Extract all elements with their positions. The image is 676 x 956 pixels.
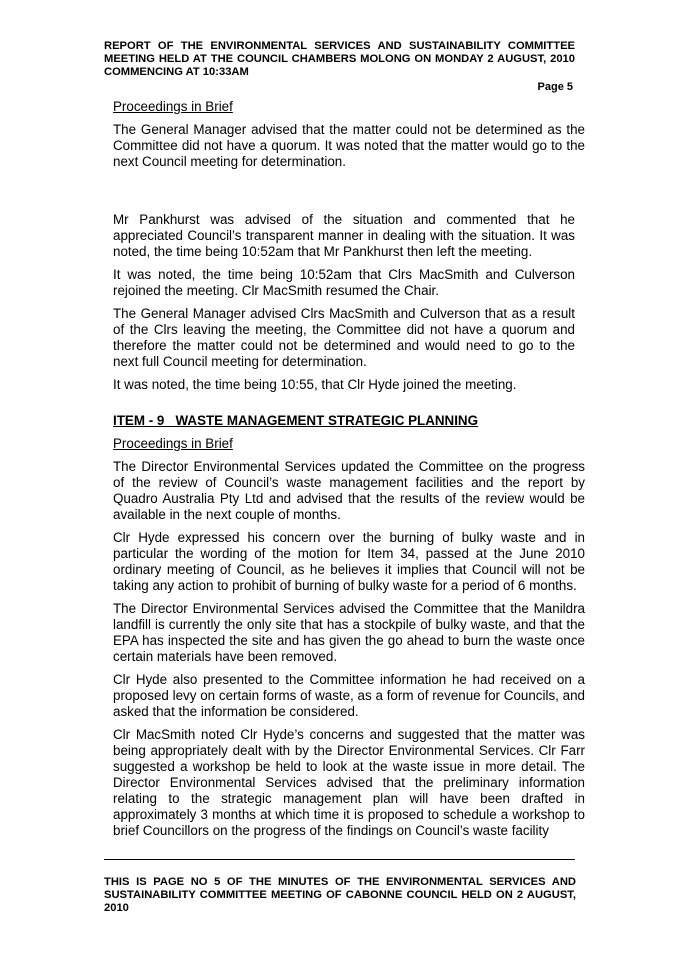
footer-divider xyxy=(104,859,575,860)
paragraph: The General Manager advised Clrs MacSmith and Culverson that as a result of the Clrs leaving the meeting, the Committee did not have a quorum and therefore the matter could not be determined and would need to go to the next full Council meeting for determination. xyxy=(113,306,575,369)
page-footer: THIS IS PAGE NO 5 OF THE MINUTES OF THE ENVIRONMENTAL SERVICES AND SUSTAINABILITY COMMITTEE MEETING OF CABONNE COUNCIL HELD ON 2 AUGUST, 2010 xyxy=(104,876,576,914)
report-header: REPORT OF THE ENVIRONMENTAL SERVICES AND SUSTAINABILITY COMMITTEE MEETING HELD AT THE COUNCIL CHAMBERS MOLONG ON MONDAY 2 AUGUST, 2010 COMMENCING AT 10:33AM xyxy=(104,40,575,78)
section-item-9 xyxy=(113,413,585,846)
section-meeting-notes xyxy=(113,212,575,400)
proceedings-heading: Proceedings in Brief xyxy=(113,99,233,114)
section-proceedings-1 xyxy=(113,99,585,177)
item-9-heading: ITEM - 9 WASTE MANAGEMENT STRATEGIC PLANNING xyxy=(113,413,479,428)
paragraph: The General Manager advised that the matter could not be determined as the Committee did not have a quorum. It was noted that the matter would go to the next Council meeting for determination. xyxy=(113,122,585,169)
paragraph: It was noted, the time being 10:55, that Clr Hyde joined the meeting. xyxy=(113,377,517,392)
paragraph: The Director Environmental Services updated the Committee on the progress of the review of Council’s waste management facilities and the report by Quadro Australia Pty Ltd and advised that the results of the review would be available in the next couple of months. xyxy=(113,459,585,522)
paragraph: Mr Pankhurst was advised of the situation and commented that he appreciated Council’s transparent manner in dealing with the situation. It was noted, the time being 10:52am that Mr Pankhurst then left the meeting. xyxy=(113,212,575,259)
paragraph: Clr Hyde also presented to the Committee information he had received on a proposed levy on certain forms of waste, as a form of revenue for Councils, and asked that the information be considered. xyxy=(113,672,585,719)
proceedings-heading: Proceedings in Brief xyxy=(113,436,233,451)
page-number: Page 5 xyxy=(537,81,573,93)
paragraph: It was noted, the time being 10:52am that Clrs MacSmith and Culverson rejoined the meeting. Clr MacSmith resumed the Chair. xyxy=(113,267,575,298)
paragraph: The Director Environmental Services advised the Committee that the Manildra landfill is currently the only site that has a stockpile of bulky waste, and that the EPA has inspected the site and has given the go ahead to burn the waste once certain materials have been removed. xyxy=(113,601,585,664)
paragraph: Clr Hyde expressed his concern over the burning of bulky waste and in particular the wording of the motion for Item 34, passed at the June 2010 ordinary meeting of Council, as he believes it implies that Council will not be taking any action to prohibit of burning of bulky waste for a period of 6 months. xyxy=(113,530,585,593)
paragraph: Clr MacSmith noted Clr Hyde’s concerns and suggested that the matter was being appropriately dealt with by the Director Environmental Services. Clr Farr suggested a workshop be held to look at the waste issue in more detail. The Director Environmental Services advised that the preliminary information relating to the strategic management plan will have been drafted in approximately 3 months at which time it is proposed to schedule a workshop to brief Councillors on the progress of the findings on Council’s waste facility xyxy=(113,727,585,838)
